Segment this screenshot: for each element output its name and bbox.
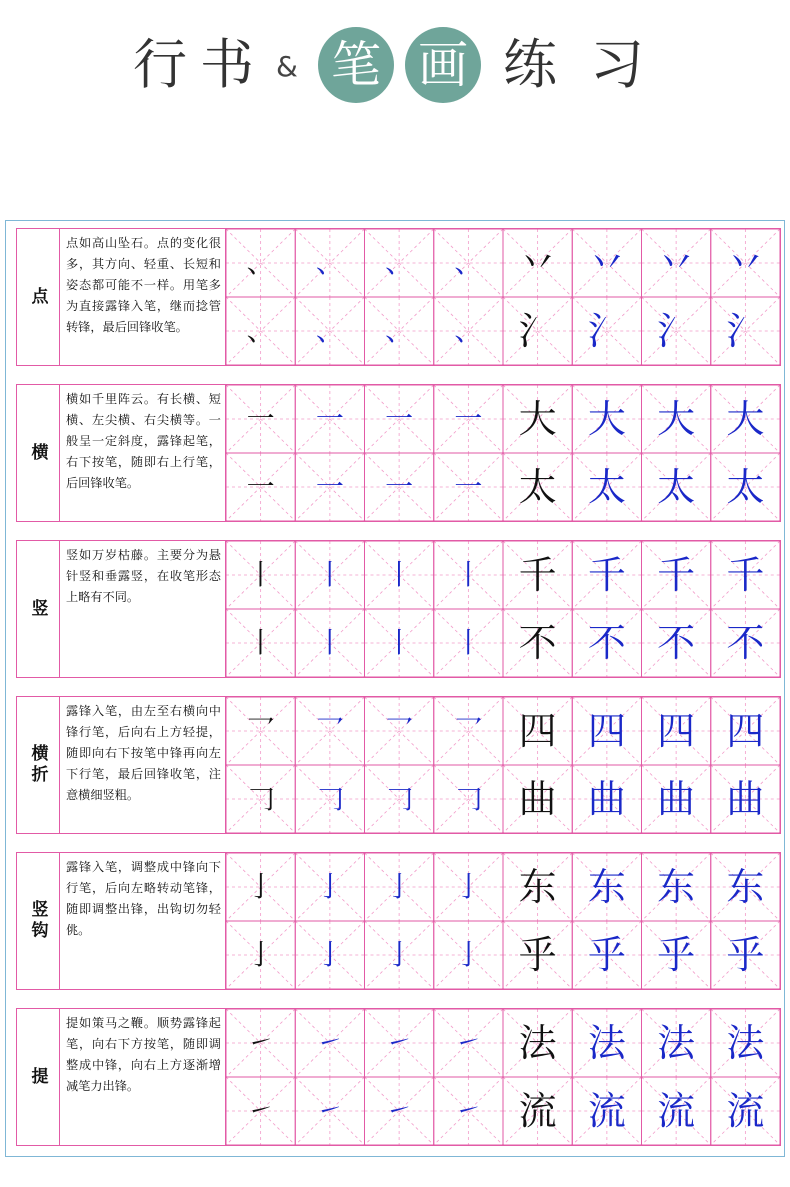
grid-cell — [572, 229, 641, 297]
grid-cell — [642, 229, 711, 297]
grid-cell — [226, 541, 295, 609]
character-glyph: 曲 — [657, 777, 696, 821]
grid-cell — [642, 385, 711, 453]
section-label: 横 — [17, 385, 60, 521]
grid-cell — [295, 1077, 364, 1145]
stroke-glyph: 丨 — [315, 626, 344, 659]
grid-cell — [642, 1009, 711, 1077]
stroke-glyph: 一 — [454, 470, 483, 503]
character-glyph: 法 — [587, 1021, 626, 1065]
character-glyph: 丷 — [587, 241, 626, 285]
grid-cell — [642, 609, 711, 677]
grid-cell — [434, 853, 503, 921]
grid-cell — [711, 921, 780, 989]
stroke-glyph: 一 — [315, 402, 344, 435]
character-glyph: 法 — [657, 1021, 696, 1065]
character-glyph: 不 — [518, 621, 557, 665]
grid-cell — [226, 297, 295, 365]
section-description: 露锋入笔，调整成中锋向下行笔，后向左略转动笔锋，随即调整出锋，出钩切勿轻佻。 — [60, 853, 226, 989]
grid-cell — [226, 765, 295, 833]
grid-cell — [226, 853, 295, 921]
grid-cell — [295, 229, 364, 297]
stroke-section-shu — [16, 540, 781, 678]
stroke-glyph: 𠃌 — [315, 782, 344, 815]
grid-cell — [226, 609, 295, 677]
stroke-glyph: 𠃌 — [246, 782, 275, 815]
grid-cell — [503, 697, 572, 765]
character-glyph: 大 — [726, 397, 765, 441]
character-glyph: 太 — [657, 465, 696, 509]
stroke-glyph: 一 — [385, 402, 414, 435]
practice-grid — [226, 697, 780, 833]
character-glyph: 大 — [518, 397, 557, 441]
section-description: 露锋入笔，由左至右横向中锋行笔，后向右上方轻提，随即向右下按笔中锋再向左下行笔，最后回锋收笔，注意横细竖粗。 — [60, 697, 226, 833]
grid-cell — [503, 1009, 572, 1077]
section-description: 点如高山坠石。点的变化很多，其方向、轻重、长短和姿态都可能不一样。用笔多为直接露锋入笔，继而捻管转锋，最后回锋收笔。 — [60, 229, 226, 365]
character-glyph: 曲 — [518, 777, 557, 821]
grid-cell — [711, 385, 780, 453]
section-description: 竖如万岁枯藤。主要分为悬针竖和垂露竖，在收笔形态上略有不同。 — [60, 541, 226, 677]
character-glyph: 法 — [726, 1021, 765, 1065]
grid-cell — [642, 453, 711, 521]
practice-grid — [226, 229, 780, 365]
stroke-glyph: 丨 — [385, 626, 414, 659]
page-header — [0, 0, 790, 120]
grid-cell — [572, 1077, 641, 1145]
character-glyph: 太 — [587, 465, 626, 509]
character-glyph: 四 — [726, 709, 765, 753]
grid-cell — [434, 229, 503, 297]
mizi-grid-svg — [226, 229, 780, 365]
grid-cell — [295, 385, 364, 453]
grid-cell — [365, 229, 434, 297]
grid-cell — [642, 1077, 711, 1145]
stroke-glyph: 丨 — [315, 558, 344, 591]
section-label: 竖 — [17, 541, 60, 677]
character-glyph: 乎 — [587, 933, 626, 977]
character-glyph: 氵 — [726, 309, 765, 353]
stroke-glyph: 乛 — [385, 714, 414, 747]
character-glyph: 太 — [726, 465, 765, 509]
grid-cell — [295, 1009, 364, 1077]
title-char-shu: 书 — [200, 33, 254, 96]
character-glyph: 东 — [726, 865, 765, 909]
stroke-glyph: 一 — [454, 402, 483, 435]
practice-panel — [5, 220, 785, 1157]
mizi-grid-svg — [226, 1009, 780, 1145]
character-glyph: 东 — [657, 865, 696, 909]
character-glyph: 乎 — [518, 933, 557, 977]
stroke-glyph: ㇀ — [246, 1094, 275, 1127]
character-glyph: 曲 — [726, 777, 765, 821]
character-glyph: 四 — [657, 709, 696, 753]
grid-cell — [572, 921, 641, 989]
stroke-glyph: ㇀ — [454, 1026, 483, 1059]
grid-cell — [295, 297, 364, 365]
title-char-lian: 练 — [503, 33, 557, 96]
grid-cell — [572, 697, 641, 765]
stroke-section-hengzhe — [16, 696, 781, 834]
stroke-glyph: 、 — [315, 314, 344, 347]
character-glyph: 千 — [657, 553, 696, 597]
grid-cell — [642, 853, 711, 921]
stroke-glyph: 一 — [246, 402, 275, 435]
stroke-section-dian — [16, 228, 781, 366]
grid-cell — [295, 609, 364, 677]
grid-cell — [295, 453, 364, 521]
grid-cell — [365, 853, 434, 921]
stroke-section-ti — [16, 1008, 781, 1146]
stroke-glyph: 丨 — [246, 558, 275, 591]
section-label: 点 — [17, 229, 60, 365]
grid-cell — [365, 697, 434, 765]
stroke-glyph: 丨 — [385, 558, 414, 591]
section-description: 提如策马之鞭。顺势露锋起笔，向右下方按笔，随即调整成中锋，向右上方逐渐增减笔力出锋。 — [60, 1009, 226, 1145]
grid-cell — [503, 853, 572, 921]
grid-cell — [226, 921, 295, 989]
grid-cell — [434, 765, 503, 833]
grid-cell — [365, 609, 434, 677]
grid-cell — [572, 853, 641, 921]
stroke-glyph: 丨 — [454, 558, 483, 591]
section-description: 横如千里阵云。有长横、短横、左尖横、右尖横等。一般呈一定斜度，露锋起笔，右下按笔，随即右上行笔，后回锋收笔。 — [60, 385, 226, 521]
stroke-glyph: 、 — [315, 246, 344, 279]
stroke-glyph: 亅 — [385, 870, 414, 903]
grid-cell — [711, 765, 780, 833]
stroke-glyph: 亅 — [246, 938, 275, 971]
stroke-glyph: 、 — [385, 314, 414, 347]
grid-cell — [434, 1077, 503, 1145]
grid-cell — [711, 1077, 780, 1145]
grid-cell — [226, 1077, 295, 1145]
section-label: 竖钩 — [17, 853, 60, 989]
grid-cell — [642, 765, 711, 833]
stroke-glyph: ㇀ — [385, 1094, 414, 1127]
character-glyph: 乎 — [726, 933, 765, 977]
grid-cell — [503, 385, 572, 453]
grid-cell — [295, 853, 364, 921]
grid-cell — [434, 541, 503, 609]
grid-cell — [572, 297, 641, 365]
character-glyph: 氵 — [518, 309, 557, 353]
stroke-section-shugou — [16, 852, 781, 990]
stroke-glyph: 乛 — [315, 714, 344, 747]
character-glyph: 丷 — [657, 241, 696, 285]
stroke-glyph: 丨 — [246, 626, 275, 659]
stroke-glyph: ㇀ — [385, 1026, 414, 1059]
character-glyph: 千 — [518, 553, 557, 597]
title-char-bi: 笔 — [318, 27, 394, 103]
grid-cell — [434, 385, 503, 453]
grid-cell — [503, 765, 572, 833]
practice-grid — [226, 1009, 780, 1145]
grid-cell — [572, 765, 641, 833]
stroke-glyph: 亅 — [315, 938, 344, 971]
grid-cell — [434, 921, 503, 989]
grid-cell — [365, 1077, 434, 1145]
character-glyph: 流 — [657, 1089, 696, 1133]
grid-cell — [434, 697, 503, 765]
character-glyph: 乎 — [657, 933, 696, 977]
character-glyph: 丷 — [518, 241, 557, 285]
character-glyph: 流 — [726, 1089, 765, 1133]
mizi-grid-svg — [226, 853, 780, 989]
title-char-xing: 行 — [133, 33, 187, 96]
stroke-glyph: ㇀ — [454, 1094, 483, 1127]
grid-cell — [572, 541, 641, 609]
grid-cell — [642, 297, 711, 365]
practice-grid — [226, 541, 780, 677]
mizi-grid-svg — [226, 697, 780, 833]
character-glyph: 流 — [587, 1089, 626, 1133]
stroke-glyph: ㇀ — [315, 1094, 344, 1127]
mizi-grid-svg — [226, 385, 780, 521]
character-glyph: 大 — [657, 397, 696, 441]
stroke-glyph: 丨 — [454, 626, 483, 659]
grid-cell — [226, 1009, 295, 1077]
grid-cell — [503, 921, 572, 989]
title-char-xi: 习 — [590, 33, 644, 96]
character-glyph: 不 — [587, 621, 626, 665]
grid-cell — [572, 609, 641, 677]
grid-cell — [711, 297, 780, 365]
character-glyph: 曲 — [587, 777, 626, 821]
grid-cell — [365, 541, 434, 609]
grid-cell — [434, 453, 503, 521]
grid-cell — [365, 385, 434, 453]
grid-cell — [295, 697, 364, 765]
character-glyph: 东 — [518, 865, 557, 909]
grid-cell — [572, 1009, 641, 1077]
title-char-hua: 画 — [405, 27, 481, 103]
grid-cell — [503, 229, 572, 297]
grid-cell — [642, 921, 711, 989]
grid-cell — [572, 453, 641, 521]
grid-cell — [711, 1009, 780, 1077]
grid-cell — [365, 297, 434, 365]
grid-cell — [503, 297, 572, 365]
grid-cell — [365, 453, 434, 521]
character-glyph: 氵 — [657, 309, 696, 353]
grid-cell — [711, 229, 780, 297]
grid-cell — [226, 385, 295, 453]
character-glyph: 氵 — [587, 309, 626, 353]
grid-cell — [295, 921, 364, 989]
stroke-glyph: 乛 — [246, 714, 275, 747]
character-glyph: 四 — [518, 709, 557, 753]
grid-cell — [434, 297, 503, 365]
grid-cell — [503, 1077, 572, 1145]
stroke-section-heng — [16, 384, 781, 522]
grid-cell — [642, 697, 711, 765]
grid-cell — [503, 609, 572, 677]
stroke-glyph: 、 — [454, 314, 483, 347]
grid-cell — [572, 385, 641, 453]
grid-cell — [711, 609, 780, 677]
practice-grid — [226, 853, 780, 989]
stroke-glyph: 、 — [246, 314, 275, 347]
stroke-glyph: 一 — [315, 470, 344, 503]
section-label: 提 — [17, 1009, 60, 1145]
stroke-glyph: 𠃌 — [454, 782, 483, 815]
grid-cell — [642, 541, 711, 609]
character-glyph: 不 — [726, 621, 765, 665]
stroke-glyph: 亅 — [454, 870, 483, 903]
stroke-glyph: 乛 — [454, 714, 483, 747]
stroke-glyph: 一 — [385, 470, 414, 503]
grid-cell — [711, 453, 780, 521]
stroke-glyph: 亅 — [454, 938, 483, 971]
grid-cell — [711, 541, 780, 609]
character-glyph: 千 — [587, 553, 626, 597]
stroke-glyph: 、 — [246, 246, 275, 279]
character-glyph: 法 — [518, 1021, 557, 1065]
stroke-glyph: 、 — [454, 246, 483, 279]
character-glyph: 四 — [587, 709, 626, 753]
stroke-glyph: 一 — [246, 470, 275, 503]
stroke-glyph: 、 — [385, 246, 414, 279]
stroke-glyph: ㇀ — [246, 1026, 275, 1059]
practice-grid — [226, 385, 780, 521]
stroke-glyph: 亅 — [315, 870, 344, 903]
character-glyph: 不 — [657, 621, 696, 665]
grid-cell — [295, 765, 364, 833]
grid-cell — [295, 541, 364, 609]
grid-cell — [503, 453, 572, 521]
stroke-glyph: 𠃌 — [385, 782, 414, 815]
character-glyph: 太 — [518, 465, 557, 509]
character-glyph: 千 — [726, 553, 765, 597]
section-label: 横折 — [17, 697, 60, 833]
character-glyph: 丷 — [726, 241, 765, 285]
character-glyph: 大 — [587, 397, 626, 441]
mizi-grid-svg — [226, 541, 780, 677]
grid-cell — [434, 1009, 503, 1077]
stroke-glyph: 亅 — [246, 870, 275, 903]
stroke-glyph: 亅 — [385, 938, 414, 971]
stroke-glyph: ㇀ — [315, 1026, 344, 1059]
title-ampersand: & — [276, 50, 298, 83]
grid-cell — [434, 609, 503, 677]
grid-cell — [711, 853, 780, 921]
grid-cell — [365, 1009, 434, 1077]
grid-cell — [365, 765, 434, 833]
grid-cell — [503, 541, 572, 609]
grid-cell — [226, 453, 295, 521]
character-glyph: 流 — [518, 1089, 557, 1133]
character-glyph: 东 — [587, 865, 626, 909]
grid-cell — [365, 921, 434, 989]
grid-cell — [226, 697, 295, 765]
grid-cell — [226, 229, 295, 297]
grid-cell — [711, 697, 780, 765]
